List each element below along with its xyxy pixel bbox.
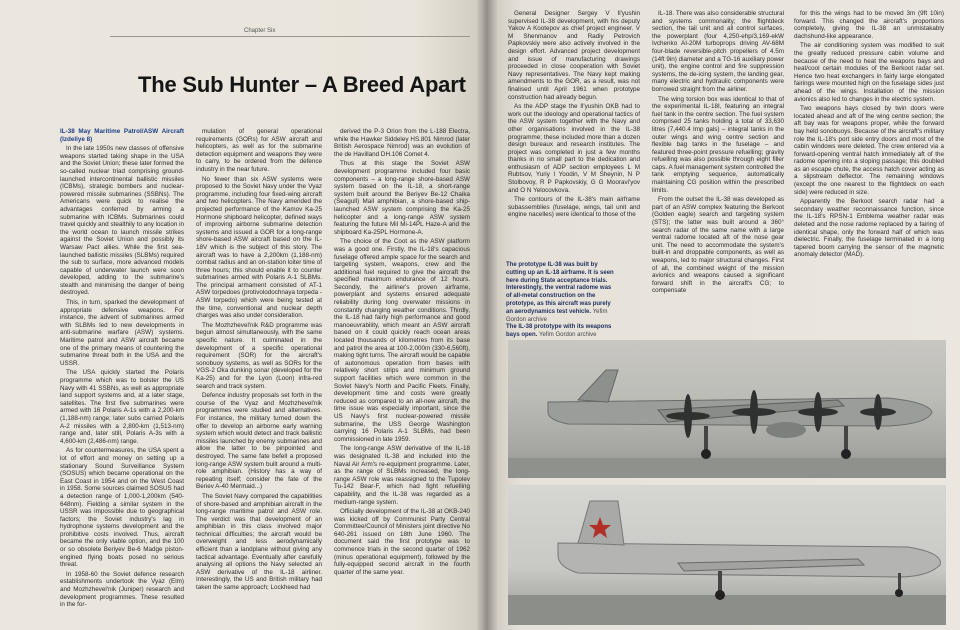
body-paragraph: This, in turn, sparked the development of appropriate defensive weapons. For instance, the advent of submarines armed with SLBMs led to new developments in anti-submarine warfare (ASW) systems. Maritime patrol and ASW aircraft became one of the primary means of countering the submarine threat both in the USA and the USSR.	[60, 299, 184, 367]
body-paragraph: mulation of general operational requirements (GORs) for ASW aircraft and helicopters, as well as for the submarine detection equipment and weapons they were to carry, to be ordered from the defence industry in the near future.	[196, 128, 322, 173]
body-paragraph: The wing torsion box was identical to that of the experimental IL-18I, featuring an integral fuel tank in the centre section. The fuel system comprised 25 tanks holding a total of 33,630 litres (7,440.4 Imp gals) – integral tanks in the outer wings and wing centre section and flexible bag tanks in the fuselage – and featured three-point pressure refuelling; gravity refuelling was also possible through eight filler caps. A fuel management system controlled the tank emptying sequence, automatically maintaining CG position within the prescribed limits.	[652, 95, 784, 194]
body-paragraph: The long-range ASW derivative of the IL-18 was designated IL-38 and included into the Naval Air Arm's re-equipment programme. Later, as the range of SLBMs increased, the long-range ASW role was reassigned to the Tupolev Tu-142 Bear-F, which had fight refuelling capability, and the IL-38 was regarded as a medium-range system.	[334, 445, 470, 506]
body-paragraph: The Soviet Navy compared the capabilities of shore-based and amphibian aircraft in the long-range maritime patrol and ASW role. The verdict was that development of an amphibian in this class involved major technical difficulties; the aircraft would be overweight and less aerodynamically efficient than a landplane without giving any tactical advantage. Eventually after carefully analysing all options the Navy selected an ASW derivative of the IL-18 airliner. Interestingly, the US and British military had taken the same approach; Lockheed had	[196, 492, 322, 592]
body-paragraph: Apparently the Berkoot search radar had a secondary weather reconnaissance function, since the IL-18's RPSN-1 Emblema weather radar was deleted and the nose radome replaced by a fairing of identical shape, only the forward half of which was dielectric. Finally, the fuselage terminated in a long tapered boom carrying the sensor of the magnetic anomaly detector (MAD).	[794, 198, 944, 259]
body-paragraph: From the outset the IL-38 was developed as part of an ASW complex featuring the Berkoot (Golden eagle) search and targeting system (STS); the latter was built around a 360° search radar of the same name with a large ventral radome located aft of the nose gear unit. The need to accommodate the system's built-in and droppable components, as well as weapons, led to major structural changes. First of all, the combined weight of the mission avionics and weapons caused a significant forward shift in the aircraft's CG; to compensate	[652, 196, 784, 295]
left-column-2	[196, 128, 322, 628]
body-paragraph: General Designer Sergey V Il'yushin supervised IL-38 development, with his deputy Yakov A Kootepov as chief project engineer. V M Shenmanov and Radiy Petrovich Papkovskiy were also actively involved in the design effort. Advanced project development and issue of manufacturing drawings proceeded in close cooperation with Soviet Navy representatives. The Navy kept making amendments to the GOR, as a result, was not finalised until April 1961 when prototype construction had already begun.	[508, 10, 640, 101]
body-paragraph: derived the P-3 Orion from the L-188 Electra, while the Hawker Siddeley HS.801 Nimrod (later British Aerospace Nimrod) was an evolution of the de Havilland DH.106 Comet 4.	[334, 128, 470, 158]
body-paragraph: The Mozhzhevel'nik R&D programme was begun almost simultaneously, with the same specific nature. It culminated in the development of a specific operational requirement (SOR) for the aircraft's sonobuoy systems, as well as SORs for the VGS-2 Oka dunking sonar (developed for the Ka-25) and for the Lyon (Loon) infra-red search and track system.	[196, 321, 322, 390]
body-paragraph: Thus at this stage the Soviet ASW development programme included four basic components – a long-range shore-based ASW system based on the IL-18, a short-range system built around the Beriyev Be-12 Chaika (Seagull) Mail amphibian, a shore-based ship-launched ASW system comprising the Ka-25 helicopter and a long-range ASW system featuring the future Mil Mi-14PL Haze-A and the shipboard Ka-25PL Hormone-A.	[334, 160, 470, 236]
body-paragraph: for this the wings had to be moved 3m (9ft 10in) forward. This changed the aircraft's proportions completely, giving the IL-38 an unmistakably dachshund-like appearance.	[794, 10, 944, 40]
chapter-rule	[110, 36, 470, 37]
body-paragraph: As the ADP stage the Il'yushin OKB had to work out the ideology and operational tactics of the ASW system together with the Navy and other organisations involved in the IL-38 programme; these included more than a dozen design bureaux and research institutes. The project was completed in just a few months thanks in no small part to the dedication and enthusiasm of ADP section employees L M Rubtsov, Yuriy I Yoodin, V M Sheynin, N P Stolbovoy, R P Papkovskiy, G G Mooravi'yov and O N Yelocovkova.	[508, 103, 640, 194]
il38-on-ground-illustration	[508, 485, 946, 625]
body-paragraph: The contours of the IL-38's main airframe subassemblies (fuselage, wings, tail unit and engine nacelles) were identical to those of the	[508, 196, 640, 219]
body-paragraph: In 1958-60 the Soviet defence research establishments undertook the Vyaz (Elm) and Mozhzhevel'nik (Juniper) research and development programmes. These resulted in the for-	[60, 570, 184, 609]
body-paragraph: The choice of the Coot as the ASW platform was a good one. Firstly, the IL-18's capacious fuselage offered ample space for the search and targeting system, weapons, crew and the additional fuel required to give the aircraft the specified maximum endurance of 12 hours. Secondly, the airliner's proven airframe, powerplant and systems ensured adequate reliability during long overwater missions in constantly changing weather conditions. Thirdly, the IL-18 had fairly high performance and good manoeuvrability, which meant an ASW aircraft based on it could quickly reach ocean areas located thousands of kilometres from its base and patrol the area at 100-2,000m (330-6,560ft), making tight turns. The aircraft would be capable of autonomous operation from bases with relatively short strips and minimum ground support facilities which were common in the Soviet Navy's North and Pacific Fleets. Finally, development time and costs were greatly reduced as compared to an all-new aircraft, the time issue was especially important, since the US Navy's first nuclear-powered missile submarine, the USS George Washington carrying 16 Polaris A-1 SLBMs, had been commissioned in late 1959.	[334, 238, 470, 443]
left-column-3	[334, 128, 470, 628]
caption-text-2: The IL-38 prototype with its weapons bays open.	[506, 324, 612, 339]
caption-credit: Yefim Gordon archive	[506, 308, 608, 323]
body-paragraph: No fewer than six ASW systems were proposed to the Soviet Navy under the Vyaz programme, including four fixed-wing aircraft and two helicopters. The Navy amended the projected performance of the Kamov Ka-25 Hormone shipboard helicopter, defined ways of improving airborne submarine detection systems and issued a GOR for a long-range shore-based ASW aircraft based on the IL-18V which is the subject of this story. The aircraft was to have a 2,200km (1,188-nm) combat radius and an on-station loiter time of three hours; this should enable it to counter submarines armed with Polaris A-1 SLBMs. The principal armament consisted of AT-1 ASW torpedoes (protivolodochnaya torpeda - ASW torpedo) which were being tested at the time, conventional and nuclear depth charges was also under consideration.	[196, 175, 322, 320]
body-paragraph: Officially development of the IL-38 at OKB-240 was kicked off by Communist Party Central Committee/Council of Ministers joint directive No 640-261 issued on 18th June 1960. The document said the first prototype was to commence trials in the second quarter of 1962 (minus operational equipment), followed by the fully-equipped second aircraft in the fourth quarter of the same year.	[334, 508, 470, 576]
right-column-3	[794, 10, 944, 332]
left-column-1	[60, 128, 184, 628]
photo-caption	[506, 262, 618, 339]
aircraft-photo-top	[508, 340, 946, 478]
chapter-label: Chapter Six	[244, 28, 276, 34]
right-column-2	[652, 10, 784, 332]
right-column-1	[508, 10, 640, 258]
body-paragraph: Two weapons bays closed by twin doors were located ahead and aft of the wing centre section; the aft bay was for weapons proper, while the forward bay held sonobuoys. Because of the aircraft's military role the IL-18's port side entry doors and most of the cabin windows were deleted. The crew entered via a forward-opening ventral hatch immediately aft of the radome opening into a sloping passage; this doubled as an escape chute, the access hatch cover acting as a slipstream deflector. The remaining windows (except the one nearest to the flightdeck on each side) were reduced in size.	[794, 105, 944, 196]
page-title: The Sub Hunter – A Breed Apart	[138, 72, 466, 97]
book-spine	[476, 0, 498, 630]
aircraft-photo-bottom	[508, 485, 946, 625]
caption-text: The prototype IL-38 was built by cutting up an IL-18 airframe. It is seen here during State acceptance trials. Interestingly, the ventral radome was of all-metal construction on the prototype, as this aircraft was purely an aerodynamics test vehicle.	[506, 262, 614, 315]
body-paragraph: The USA quickly started the Polaris programme which was to bolster the US Navy with 41 SSBNs, as well as appropriate land support systems and, at a later stage, satellites. The first five submarines were armed with 16 Polaris A-1s with a 2,200-km (1,188-nm) range; later subs carried Polaris A-2 missiles with a 2,800-km (1,513-nm) range and, later still, Polaris A-3s with a 4,600-km (2,486-nm) range.	[60, 369, 184, 445]
body-paragraph: In the late 1950s new classes of offensive weapons started taking shape in the USA and the Soviet Union; these later formed the so-called nuclear triad comprising ground-launched intercontinental ballistic missiles (ICBMs), strategic bombers and nuclear-powered missile submarines (SSBNs). The Americans were quick to realise the advantages conferred by arming a submarine with ICBMs. Submarines could travel quickly and stealthily to any location in the world ocean to launch missile strikes against the Soviet Union and possibly its Warsaw Pact allies. While the first sea-launched ballistic missiles (SLBMs) required the sub to surface, more advanced models capable of underwater launch were soon developed, adding to the submarine's stealth and minimising the danger of being destroyed.	[60, 145, 184, 297]
section-heading: IL-38 May Maritime Patrol/ASW Aircraft (Izdeliye 8)	[60, 128, 184, 143]
il38-in-flight-illustration	[508, 340, 946, 478]
body-paragraph: As for countermeasures, the USA spent a lot of effort and money on setting up a stationary Sound Surveillance System (SOSUS) which became operational on the East Coast in 1954 and on the West Coast in 1958. Some sources claimed SOSUS had a detection range of 1,000-1,200km (540-648nm). Fielding a similar system in the USSR was impossible due to geographical factors; the Soviet industry's lag in hydrophone systems development and the prohibitive costs involved. Thus, aircraft became the only viable option, and the 100 or so obsolete Beriyev Be-6 Madge piston-engined flying boats posed no serious threat.	[60, 447, 184, 569]
body-paragraph: The air conditioning system was modified to suit the greatly reduced pressure cabin volume and because of the need to heat the weapons bays and heat/cool certain modules of the Berkoot radar set. Hence two heat exchangers in fairly large elongated fairings were mounted high on the fuselage sides just ahead of the wings. Installation of the mission avionics also led to changes in the electric system.	[794, 42, 944, 103]
body-paragraph: Defence industry proposals set forth in the course of the Vyaz and Mozhzhevel'nik programmes were studied and alternatives. For instance, the military turned down the offer to develop an airborne early warning system which would detect and track ballistic missiles launched by enemy submarines and allow the latter to be pinpointed and destroyed. The same fate befell a proposed long-range ASW system built around a multi-role amphibian. (History has a way of repeating itself; consider the fate of the Beriev A-40 Mermaid...)	[196, 392, 322, 491]
body-paragraph: IL-18. There was also considerable structural and systems commonality; the flightdeck section, the tail unit and all control surfaces, the powerplant (four 4,250-ehp/3,169-ekW Ivchenko AI-20M turboprops driving AV-68M four-blade reversible-pitch propellers of 4.5m (14ft 9in) diameter and a TG-16 auxiliary power unit), the engine control and fire suppression systems, the de-icing system, the landing gear, many electric and hydraulic components were borrowed straight from the airliner.	[652, 10, 784, 93]
caption-credit-2: Yefim Gordon archive	[539, 332, 597, 339]
